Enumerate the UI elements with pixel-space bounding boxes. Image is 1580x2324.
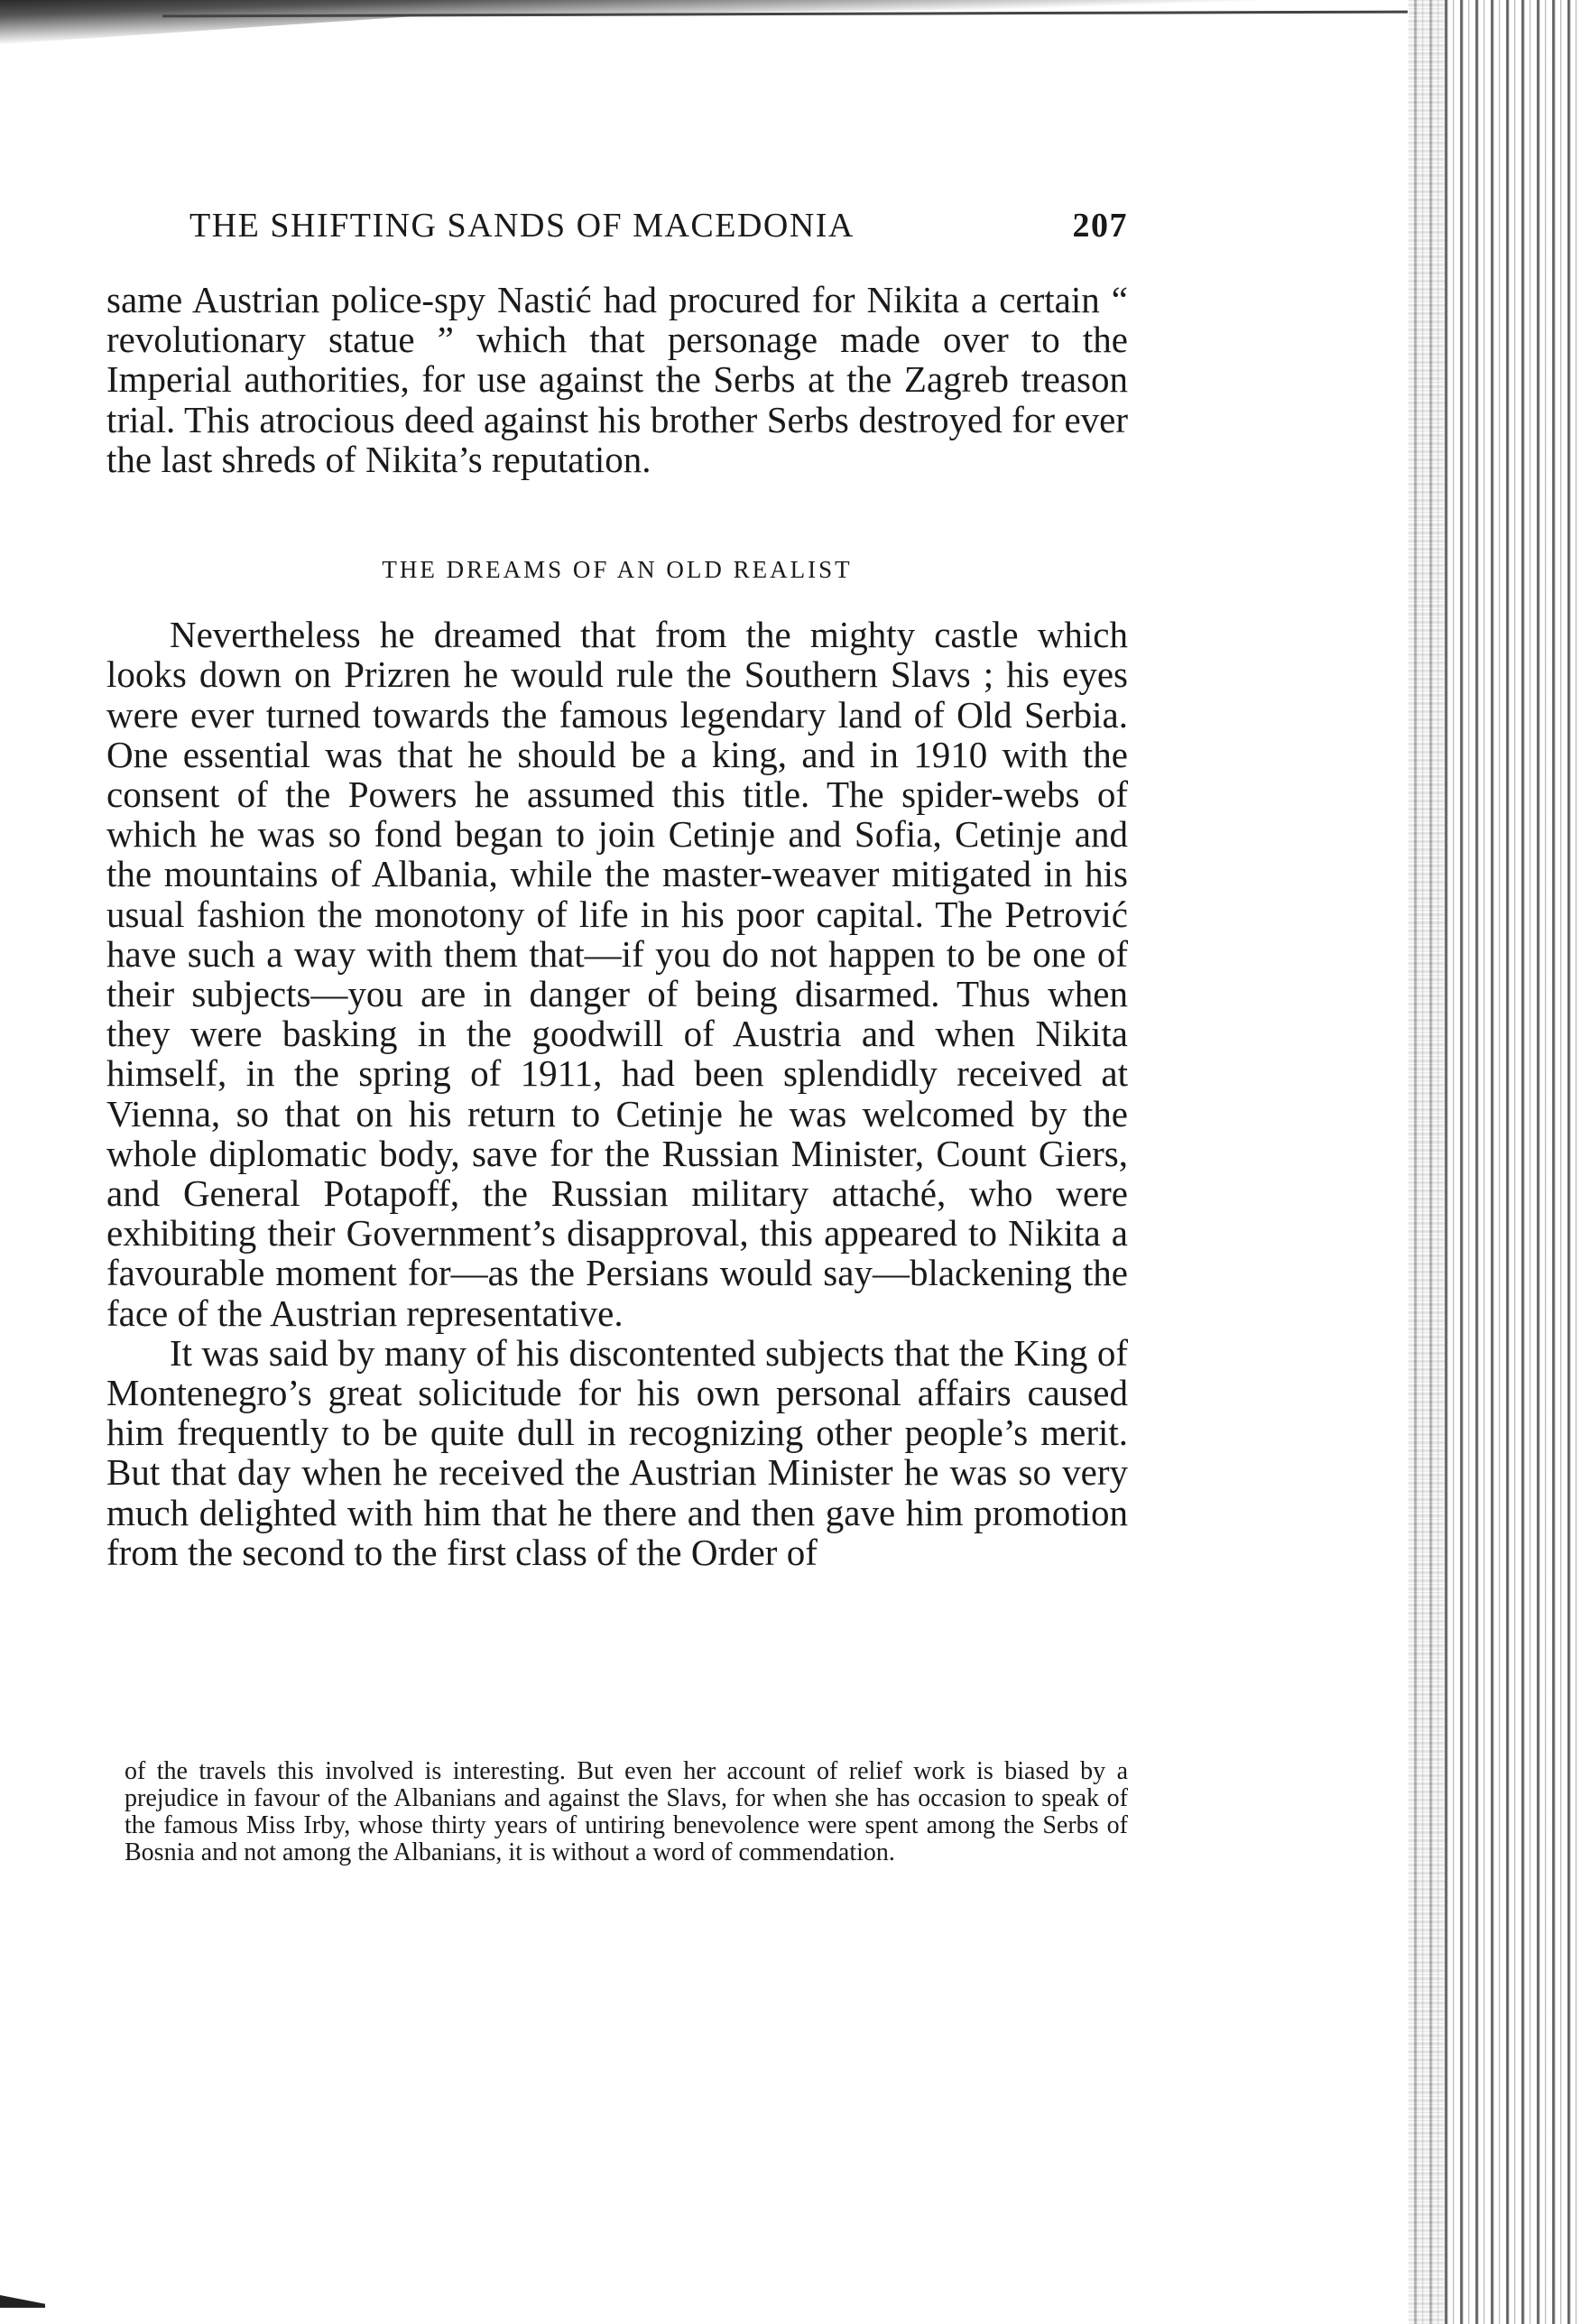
scan-shadow <box>0 0 1408 63</box>
body-text <box>106 280 1128 1572</box>
footnote: of the travels this involved is interesting. But even her account of relief work is biased by a prejudice in favour of the Albanians and against the Slavs, for when she has occasion to speak of the famous Miss Irby, whose thirty years of untiring benevolence were spent among the Serbs of Bosnia and not among the Albanians, it is without a word of commendation. <box>125 1757 1128 1866</box>
paragraph-order: It was said by many of his discontented subjects that the King of Montenegro’s great solicitude for his own personal affairs caused him frequently to be quite dull in recognizing other people’s merit. But that day when he received the Austrian Minister he was so very much delighted with him that he there and then gave him promotion from the second to the first class of the Order of <box>106 1331 1128 1573</box>
page-number: 207 <box>1072 207 1128 245</box>
opening-paragraph: same Austrian police-spy Nastić had procured for Nikita a certain “ revolutionary statue ” which that personage made over to the Imperial authorities, for use against the Serbs at the Zagreb treason trial. This atrocious deed against his brother Serbs destroyed for ever the last shreds of Nikita’s reputation. <box>106 279 1128 480</box>
book-page-edges <box>1409 0 1580 2324</box>
scan-corner-mark <box>0 2295 45 2308</box>
running-head <box>189 206 1128 245</box>
running-head-title: THE SHIFTING SANDS OF MACEDONIA <box>189 207 855 245</box>
paragraph-dreams: Nevertheless he dreamed that from the mighty castle which looks down on Prizren he would rule the Southern Slavs ; his eyes were ever turned towards the famous legendary land of Old Serbia. One essential was that he should be a king, and in 1910 with the consent of the Powers he assumed this title. The spider-webs of which he was so fond began to join Cetinje and Sofia, Cetinje and the mountains of Albania, while the master-weaver mitigated in his usual fashion the monotony of life in his poor capital. The Petrović have such a way with them that—if you do not happen to be one of their subjects—you are in danger of being disarmed. Thus when they were basking in the goodwill of Austria and when Nikita himself, in the spring of 1911, had been splendidly received at Vienna, so that on his return to Cetinje he was welcomed by the whole diplomatic body, save for the Russian Minister, Count Giers, and General Potapoff, the Russian military attaché, who were exhibiting their Government’s disapproval, this appeared to Nikita a favourable moment for—as the Persians would say—blackening the face of the Austrian representative. <box>106 614 1128 1334</box>
section-heading: THE DREAMS OF AN OLD REALIST <box>382 556 853 584</box>
